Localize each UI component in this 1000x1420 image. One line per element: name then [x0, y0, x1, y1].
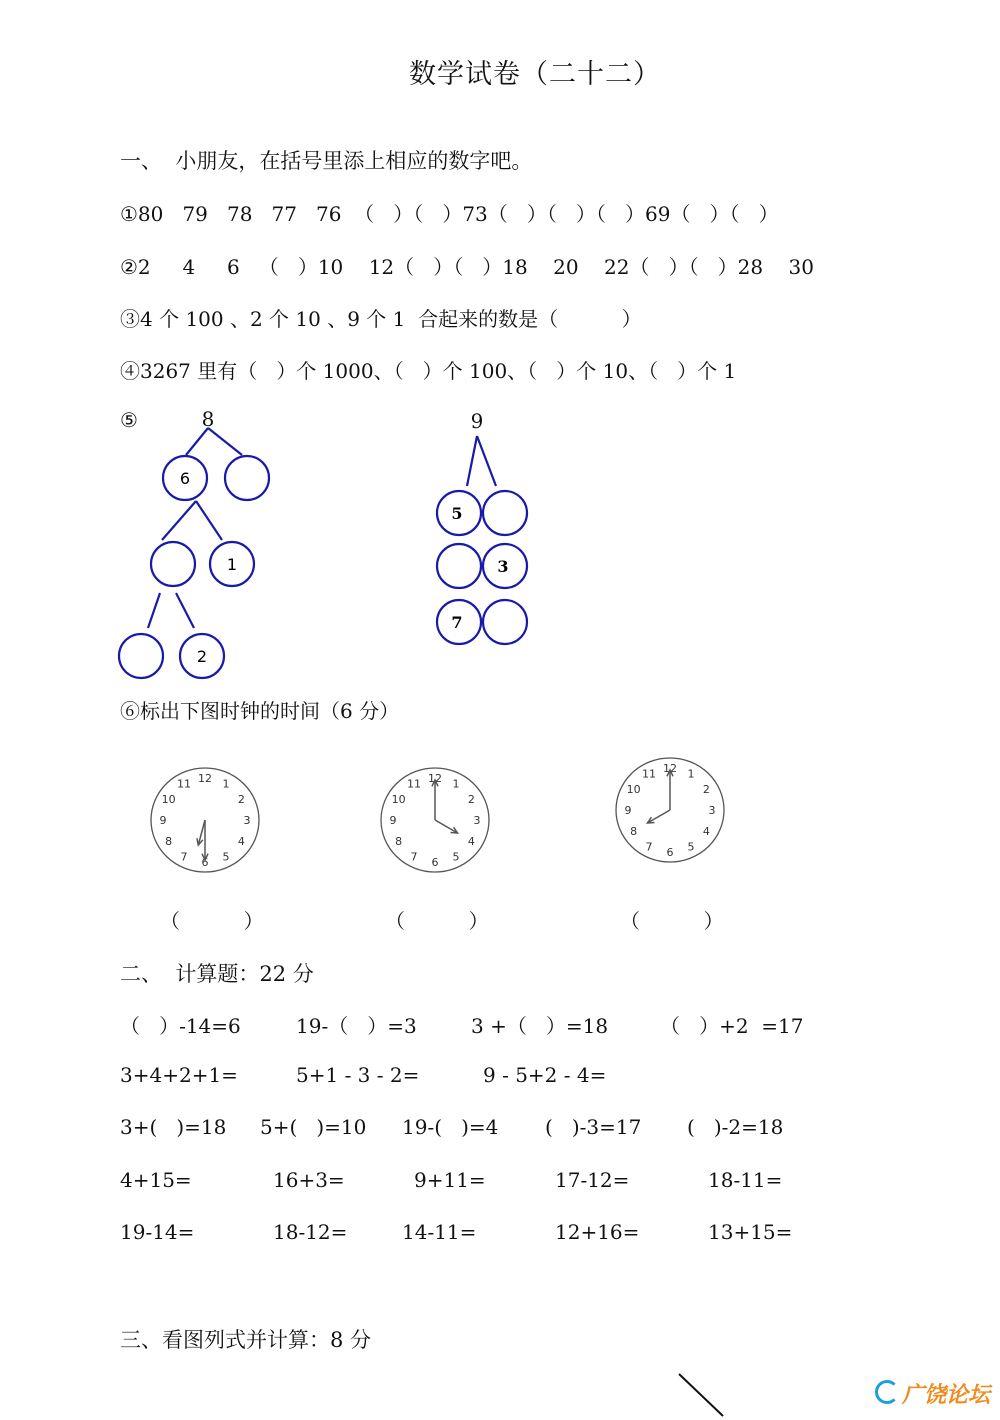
number-tree-a [110, 400, 310, 690]
clock-numeral: 8 [395, 835, 403, 848]
watermark-logo [875, 1378, 990, 1409]
calc-r3-c3: 19-( )=4 [402, 1115, 499, 1139]
question-4: ④3267 里有（ ）个 1000、（ ）个 100、（ ）个 10、（ ）个 1 [120, 359, 737, 383]
calc-r2-c1: 3+4+2+1= [120, 1063, 238, 1087]
calc-r4-c4: 17-12= [555, 1168, 630, 1192]
clock-numeral: 1 [222, 777, 230, 791]
clock-numeral: 9 [389, 814, 397, 827]
tree-a-node-empty-2 [151, 542, 195, 586]
section3-heading: 三、看图列式并计算：8 分 [120, 1328, 372, 1352]
calc-r1-c2: 19-（ ）=3 [296, 1014, 417, 1038]
clock-numeral: 10 [626, 783, 641, 796]
tree-a-label-n6: 2 [196, 647, 208, 666]
question-2: ②2 4 6 （ ）10 12（ ）（ ）18 20 22（ ）（ ）28 30 [120, 255, 814, 279]
calc-r5-c5: 13+15= [708, 1220, 793, 1244]
question-5-label: ⑤ [120, 408, 138, 432]
clock-numeral: 1 [687, 767, 695, 781]
logo-icon [875, 1380, 899, 1404]
calc-r1-c4: （ ）+2 =17 [660, 1014, 804, 1038]
clock-numeral: 7 [410, 850, 418, 864]
clock-numeral: 3 [243, 814, 251, 827]
calc-r4-c5: 18-11= [708, 1168, 783, 1192]
diagram-line-fragment [675, 1370, 735, 1420]
calc-r4-c1: 4+15= [120, 1168, 192, 1192]
calc-r1-c1: （ ）-14=6 [120, 1014, 241, 1038]
calc-r5-c4: 12+16= [555, 1220, 640, 1244]
page-title: 数学试卷（二十二） [409, 59, 661, 90]
tree-a-node-empty-1 [225, 456, 269, 500]
clock-numeral: 12 [198, 772, 212, 785]
tree-b-r2-right: 3 [497, 557, 509, 576]
calc-r1-c3: 3 +（ ）=18 [471, 1014, 609, 1038]
tree-a-label-n1: 6 [179, 469, 191, 488]
clock-numeral: 10 [391, 793, 406, 806]
clock-numeral: 1 [452, 777, 460, 791]
clock-numeral: 5 [687, 840, 695, 854]
calc-r3-c2: 5+( )=10 [260, 1115, 367, 1139]
tree-a-label-n4: 1 [226, 555, 238, 574]
clock-numeral: 5 [222, 850, 230, 864]
clock-numeral: 9 [624, 804, 632, 817]
number-tree-b [430, 400, 550, 660]
clock-numeral: 7 [645, 840, 653, 854]
calc-r3-c1: 3+( )=18 [120, 1115, 227, 1139]
calc-r3-c5: ( )-2=18 [687, 1115, 784, 1139]
clock-2 [375, 758, 495, 888]
tree-a-root: 8 [201, 407, 215, 431]
tree-a-node-empty-3 [119, 634, 163, 678]
question-1: ①80 79 78 77 76 （ ）（ ）73（ ）（ ）（ ）69（ ）（ ） [120, 202, 779, 226]
section2-heading: 二、 计算题：22 分 [120, 962, 314, 986]
clock-numeral: 11 [177, 777, 191, 791]
clock-1 [145, 758, 265, 888]
clock-numeral: 9 [159, 814, 167, 827]
clock-numeral: 11 [642, 767, 656, 781]
clock-numeral: 4 [237, 835, 245, 848]
tree-b-root: 9 [470, 409, 484, 433]
clock-numeral: 5 [452, 850, 460, 864]
calc-r5-c3: 14-11= [402, 1220, 477, 1244]
clock-numeral: 2 [467, 793, 475, 806]
calc-r2-c3: 9 - 5+2 - 4= [483, 1063, 607, 1087]
watermark-text: 广饶论坛 [901, 1383, 990, 1408]
clock-numeral: 11 [407, 777, 421, 791]
clock-numeral: 4 [702, 825, 710, 838]
calc-r4-c2: 16+3= [273, 1168, 345, 1192]
clock-numeral: 4 [467, 835, 475, 848]
clock-numeral: 8 [165, 835, 173, 848]
clock-numeral: 2 [702, 783, 710, 796]
clock-numeral: 10 [161, 793, 176, 806]
calc-r5-c2: 18-12= [273, 1220, 348, 1244]
clock-numeral: 12 [428, 772, 442, 785]
clock-numeral: 3 [473, 814, 481, 827]
clock-numeral: 7 [180, 850, 188, 864]
clock-numeral: 12 [663, 762, 677, 775]
calc-r3-c4: ( )-3=17 [545, 1115, 642, 1139]
calc-r2-c2: 5+1 - 3 - 2= [296, 1063, 420, 1087]
clock-numeral: 6 [666, 846, 674, 859]
clock-3-answer: （ ） [620, 909, 724, 933]
clock-numeral: 6 [201, 856, 209, 869]
calc-r5-c1: 19-14= [120, 1220, 195, 1244]
clock-1-answer: （ ） [160, 909, 264, 933]
clock-2-answer: （ ） [385, 909, 489, 933]
calc-r4-c3: 9+11= [414, 1168, 486, 1192]
clock-numeral: 6 [431, 856, 439, 869]
question-6: ⑥标出下图时钟的时间（6 分） [120, 699, 400, 723]
clock-numeral: 3 [708, 804, 716, 817]
clock-3 [610, 748, 730, 878]
tree-b-r1-left: 5 [451, 504, 463, 523]
tree-b-r3-left: 7 [451, 613, 463, 632]
section1-heading: 一、 小朋友，在括号里添上相应的数字吧。 [120, 149, 533, 173]
question-3: ③4 个 100 、2 个 10 、9 个 1 合起来的数是（ ） [120, 307, 642, 331]
hour-hand [435, 820, 458, 833]
clock-numeral: 2 [237, 793, 245, 806]
hour-hand [647, 810, 670, 823]
clock-numeral: 8 [630, 825, 638, 838]
